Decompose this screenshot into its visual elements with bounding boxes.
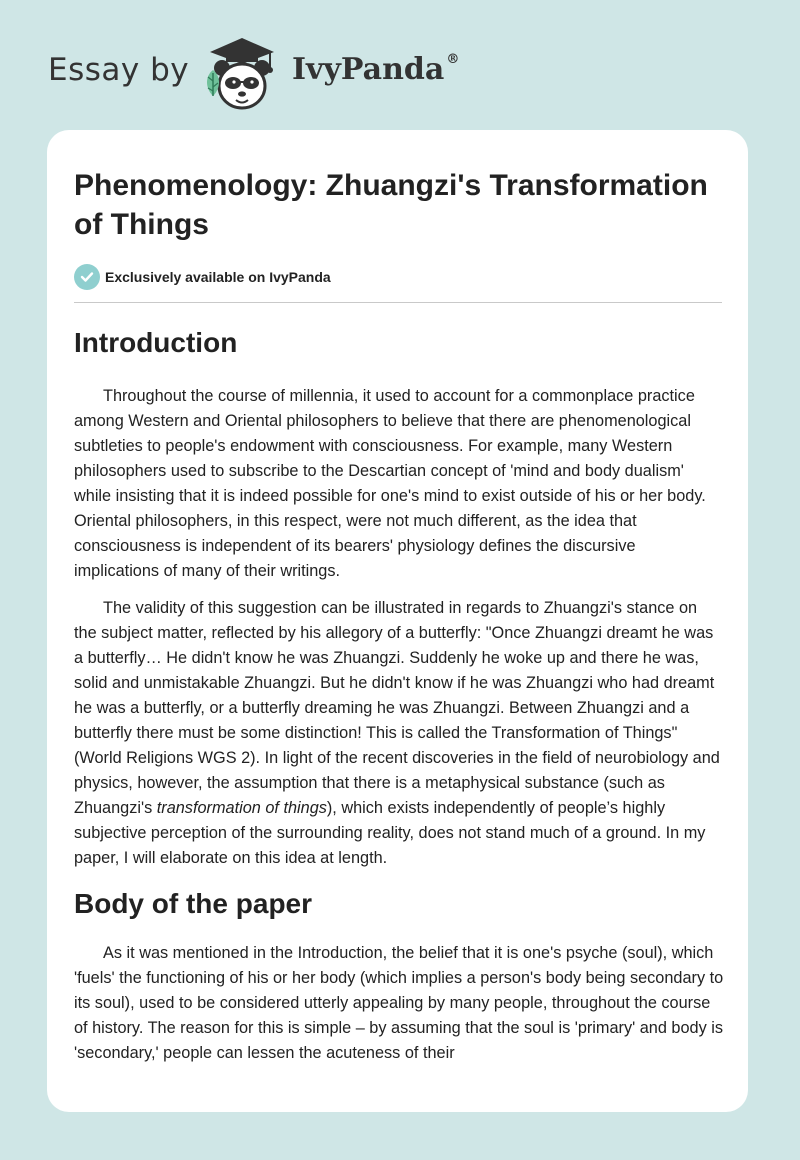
paragraph	[74, 596, 724, 871]
paragraph: Throughout the course of millennia, it used to account for a commonplace practice among Western and Oriental philosophers to believe that there are phenomenological subtleties to people's endowment with consciousness. For example, many Western philosophers used to subscribe to the Descartian concept of 'mind and body dualism' while insisting that it is indeed possible for one's mind to exist outside of his or her body. Oriental philosophers, in this respect, were not much different, as the idea that consciousness is independent of its bearers' physiology defines the discursive implications of many of their writings.	[74, 387, 706, 580]
emphasis-text: transformation of things	[156, 799, 327, 817]
paragraph-text: The validity of this suggestion can be illustrated in regards to Zhuangzi's stance on the subject matter, reflected by his allegory of a butterfly: "Once Zhuangzi dreamt he was a butterfly… He didn't know he was Zhuangzi. Suddenly he woke up and there he was, solid and unmistakable Zhuangzi. But he didn't know if he was Zhuangzi who had dreamt he was a butterfly, or a butterfly dreaming he was Zhuangzi. Between Zhuangzi and a butterfly there must be some distinction! This is called the Transformation of Things" (World Religions WGS 2). In light of the recent discoveries in the field of neurobiology and physics, however, the assumption that there is a metaphysical substance (such as Zhuangzi's	[74, 599, 720, 817]
page-title: Phenomenology: Zhuangzi's Transformation of Things	[74, 169, 708, 241]
site-header	[48, 30, 748, 110]
exclusive-badge	[74, 264, 331, 290]
divider	[74, 302, 722, 303]
essay-card	[47, 130, 748, 1112]
check-circle-icon	[74, 264, 100, 290]
essay-by-label: Essay by	[48, 52, 190, 88]
leaf-icon	[202, 68, 224, 98]
section-heading: Introduction	[74, 327, 238, 358]
section-heading: Body of the paper	[74, 888, 313, 919]
brand-name[interactable]: IvyPanda ®	[292, 52, 460, 87]
paragraph: As it was mentioned in the Introduction, the belief that it is one's psyche (soul), which 'fuels' the functioning of his or her body (which implies a person's body being secondary to its soul), used to be considered utterly appealing by many people, throughout the course of history. The reason for this is simple – by assuming that the soul is 'primary' and body is 'secondary,' people can lessen the acuteness of their	[74, 944, 724, 1062]
registered-mark: ®	[446, 52, 460, 67]
exclusive-badge-label: Exclusively available on IvyPanda	[105, 269, 331, 285]
essay-body	[74, 322, 724, 1066]
paragraph-text: ), which exists independently of people’s highly subjective perception of the surrounding reality, does not stand much of a ground. In my paper, I will elaborate on this idea at length.	[74, 799, 706, 867]
